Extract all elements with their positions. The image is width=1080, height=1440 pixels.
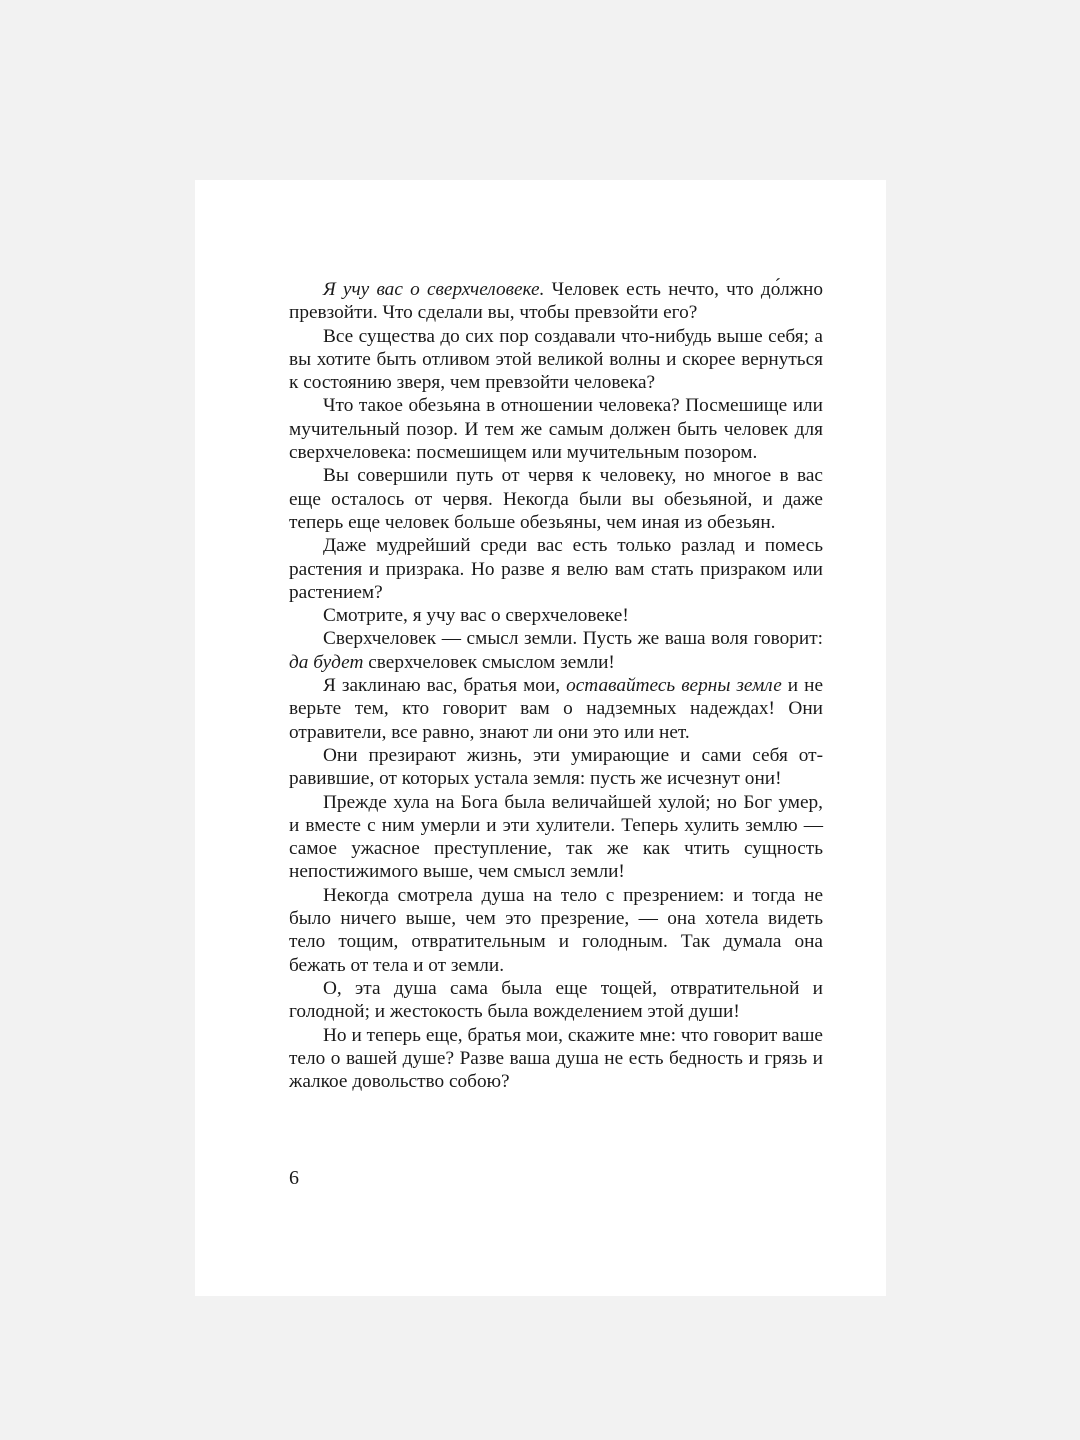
paragraph — [289, 325, 823, 395]
text-run: Прежде хула на Бога была величайшей хулой; но Бог умер, и вместе с ним умерли и эти хулители. Теперь хулить землю — самое ужасное преступление, так же как чтить сущность непостижимого выше, чем смысл земли! — [289, 791, 823, 883]
page-body-text — [289, 278, 823, 1093]
page-number: 6 — [289, 1167, 299, 1189]
text-run: Смотрите, я учу вас о сверхчеловеке! — [323, 605, 629, 627]
paragraph — [289, 394, 823, 464]
text-run: Они презирают жизнь, эти умирающие и сами себя отравившие, от которых устала земля: пусть же исчезнут они! — [289, 744, 823, 790]
book-page — [195, 180, 886, 1296]
paragraph — [289, 534, 823, 604]
paragraph — [289, 674, 823, 744]
paragraph — [289, 604, 823, 627]
italic-text: оставайтесь верны земле — [566, 675, 782, 697]
italic-text: да будет — [289, 651, 364, 673]
paragraph — [289, 1024, 823, 1094]
text-run: Я заклинаю вас, братья мои, — [323, 675, 567, 697]
text-run: Все существа до сих пор создавали что-нибудь выше себя; а вы хотите быть отливом этой великой волны и скорее вернуться к состоянию зверя, чем превзойти человека? — [289, 325, 823, 394]
text-run: О, эта душа сама была еще тощей, отвратительной и голодной; и жестокость была вожделением этой души! — [289, 977, 823, 1023]
paragraph — [289, 744, 823, 791]
text-run: Вы совершили путь от червя к человеку, но многое в вас еще осталось от червя. Некогда были вы обезьяной, и даже теперь еще человек больше обезьяны, чем иная из обезьян. — [289, 465, 823, 533]
italic-text: Я учу вас о сверхчеловеке. — [323, 279, 545, 300]
text-run: и не верьте тем, кто говорит вам о надземных надеждах! Они отравители, все равно, знают ли они это или нет. — [289, 675, 824, 743]
paragraph — [289, 627, 823, 674]
text-run: Человек есть нечто, что до́лжно превзойти. Что сделали вы, чтобы превзойти его? — [289, 279, 823, 324]
text-run: сверхчеловек смыслом земли! — [363, 651, 615, 673]
text-run: Некогда смотрела душа на тело с презрением: и тогда не было ничего выше, чем это презрение, — она хотела видеть тело тощим, отвратительным и голодным. Так думала она бежать от тела и от земли. — [289, 884, 823, 976]
paragraph — [289, 464, 823, 534]
text-run: Даже мудрейший среди вас есть только разлад и помесь растения и призрака. Но разве я велю вам стать призраком или растением? — [289, 535, 823, 603]
paragraph — [289, 791, 823, 884]
text-run: Но и теперь еще, братья мои, скажите мне: что говорит ваше тело о вашей душе? Разве ваша душа не есть бедность и грязь и жалкое довольство собою? — [289, 1024, 823, 1093]
paragraph — [289, 884, 823, 977]
text-run: Сверхчеловек — смысл земли. Пусть же ваша воля говорит: — [323, 628, 823, 650]
paragraph — [289, 278, 823, 325]
text-run: Что такое обезьяна в отношении человека? Посмешище или мучительный позор. И тем же самым должен быть человек для сверхчеловека: посмешищем или мучительным позором. — [289, 395, 823, 464]
paragraph — [289, 977, 823, 1024]
